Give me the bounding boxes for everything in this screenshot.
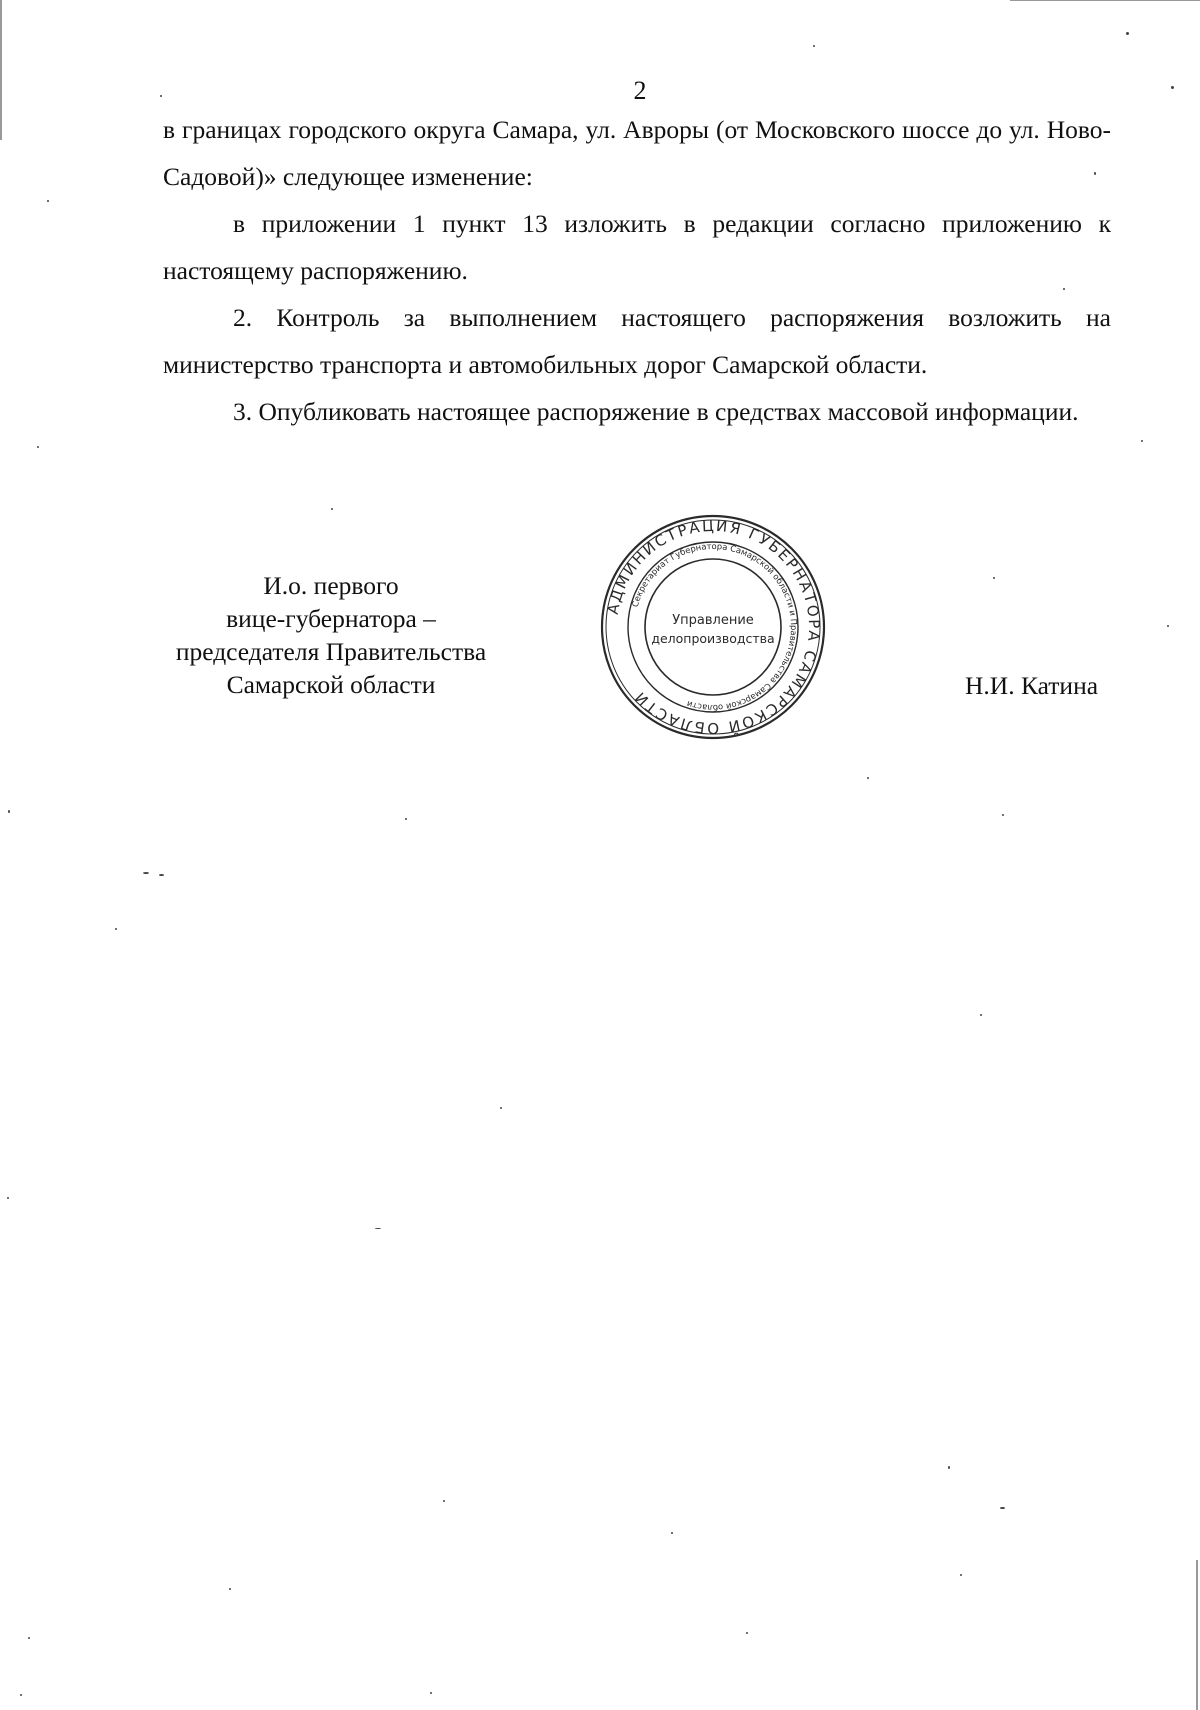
scan-speck xyxy=(375,1228,381,1229)
signatory-title-line-1: И.о. первого xyxy=(263,571,399,600)
scan-speck xyxy=(1002,814,1004,816)
scan-speck xyxy=(8,810,10,813)
stamp-outer-text: АДМИНИСТРАЦИЯ ГУБЕРНАТОРА САМАРСКОЙ ОБЛАСТИ xyxy=(603,516,824,738)
scan-speck xyxy=(1141,440,1143,442)
scan-edge-mark xyxy=(1010,0,1200,1)
scan-speck xyxy=(1126,32,1129,35)
paragraph-3: 2. Контроль за выполнением настоящего распоряжения возложить на министерство транспорта и автомобильных дорог Самарской области. xyxy=(163,303,1111,379)
scan-speck xyxy=(500,1107,502,1109)
scan-speck xyxy=(229,1588,231,1590)
scan-speck xyxy=(980,1014,982,1016)
scan-speck xyxy=(993,577,995,579)
scan-speck xyxy=(1171,86,1174,89)
scan-speck xyxy=(813,45,815,47)
paragraph-2: в приложении 1 пункт 13 изложить в редакции согласно приложению к настоящему распоряжению. xyxy=(163,209,1111,285)
scan-speck xyxy=(115,928,117,930)
scan-speck xyxy=(867,777,869,779)
scan-speck xyxy=(1167,625,1169,627)
scan-speck xyxy=(143,872,149,874)
scan-speck xyxy=(1063,288,1065,290)
scan-speck xyxy=(160,95,162,97)
signatory-title-line-2: вице-губернатора – xyxy=(226,604,436,633)
scan-speck xyxy=(159,874,164,876)
official-stamp xyxy=(598,512,828,742)
signatory-title xyxy=(146,569,516,701)
scan-speck xyxy=(20,1694,22,1696)
scan-speck xyxy=(28,1637,30,1639)
signatory-name: Н.И. Катина xyxy=(965,671,1099,700)
scan-speck xyxy=(430,1692,432,1694)
scan-speck xyxy=(405,818,407,820)
scan-speck xyxy=(47,200,49,202)
stamp-center-line-1: Управление xyxy=(672,613,754,628)
stamp-center-line-2: делопроизводства xyxy=(651,631,775,646)
paragraph-1: в границах городского округа Самара, ул. Авроры (от Московского шоссе до ул. Ново-Садовой)» следующее изменение: xyxy=(163,115,1111,191)
scan-edge-mark xyxy=(0,0,2,140)
scan-speck xyxy=(746,1632,748,1634)
scan-speck xyxy=(1094,172,1096,175)
scan-speck xyxy=(37,446,39,448)
scan-speck xyxy=(7,1197,9,1199)
paragraph-4: 3. Опубликовать настоящее распоряжение в средствах массовой информации. xyxy=(233,397,1079,426)
signatory-title-line-3: председателя Правительства xyxy=(175,637,487,666)
stamp-seal-icon xyxy=(598,512,828,742)
stamp-inner-ring-text: Секретариат Губернатора Самарской области и Правительства Самарской области xyxy=(629,540,800,714)
scan-speck xyxy=(1000,1507,1005,1509)
page-number: 2 xyxy=(633,76,647,105)
scan-speck xyxy=(671,1532,673,1534)
scan-speck xyxy=(331,508,333,510)
document-body xyxy=(163,106,1111,435)
signatory-title-line-4: Самарской области xyxy=(226,670,436,699)
scan-edge-mark xyxy=(1196,1560,1198,1710)
scan-speck xyxy=(960,1574,962,1576)
scan-speck xyxy=(948,1466,950,1469)
scan-speck xyxy=(443,1500,445,1502)
